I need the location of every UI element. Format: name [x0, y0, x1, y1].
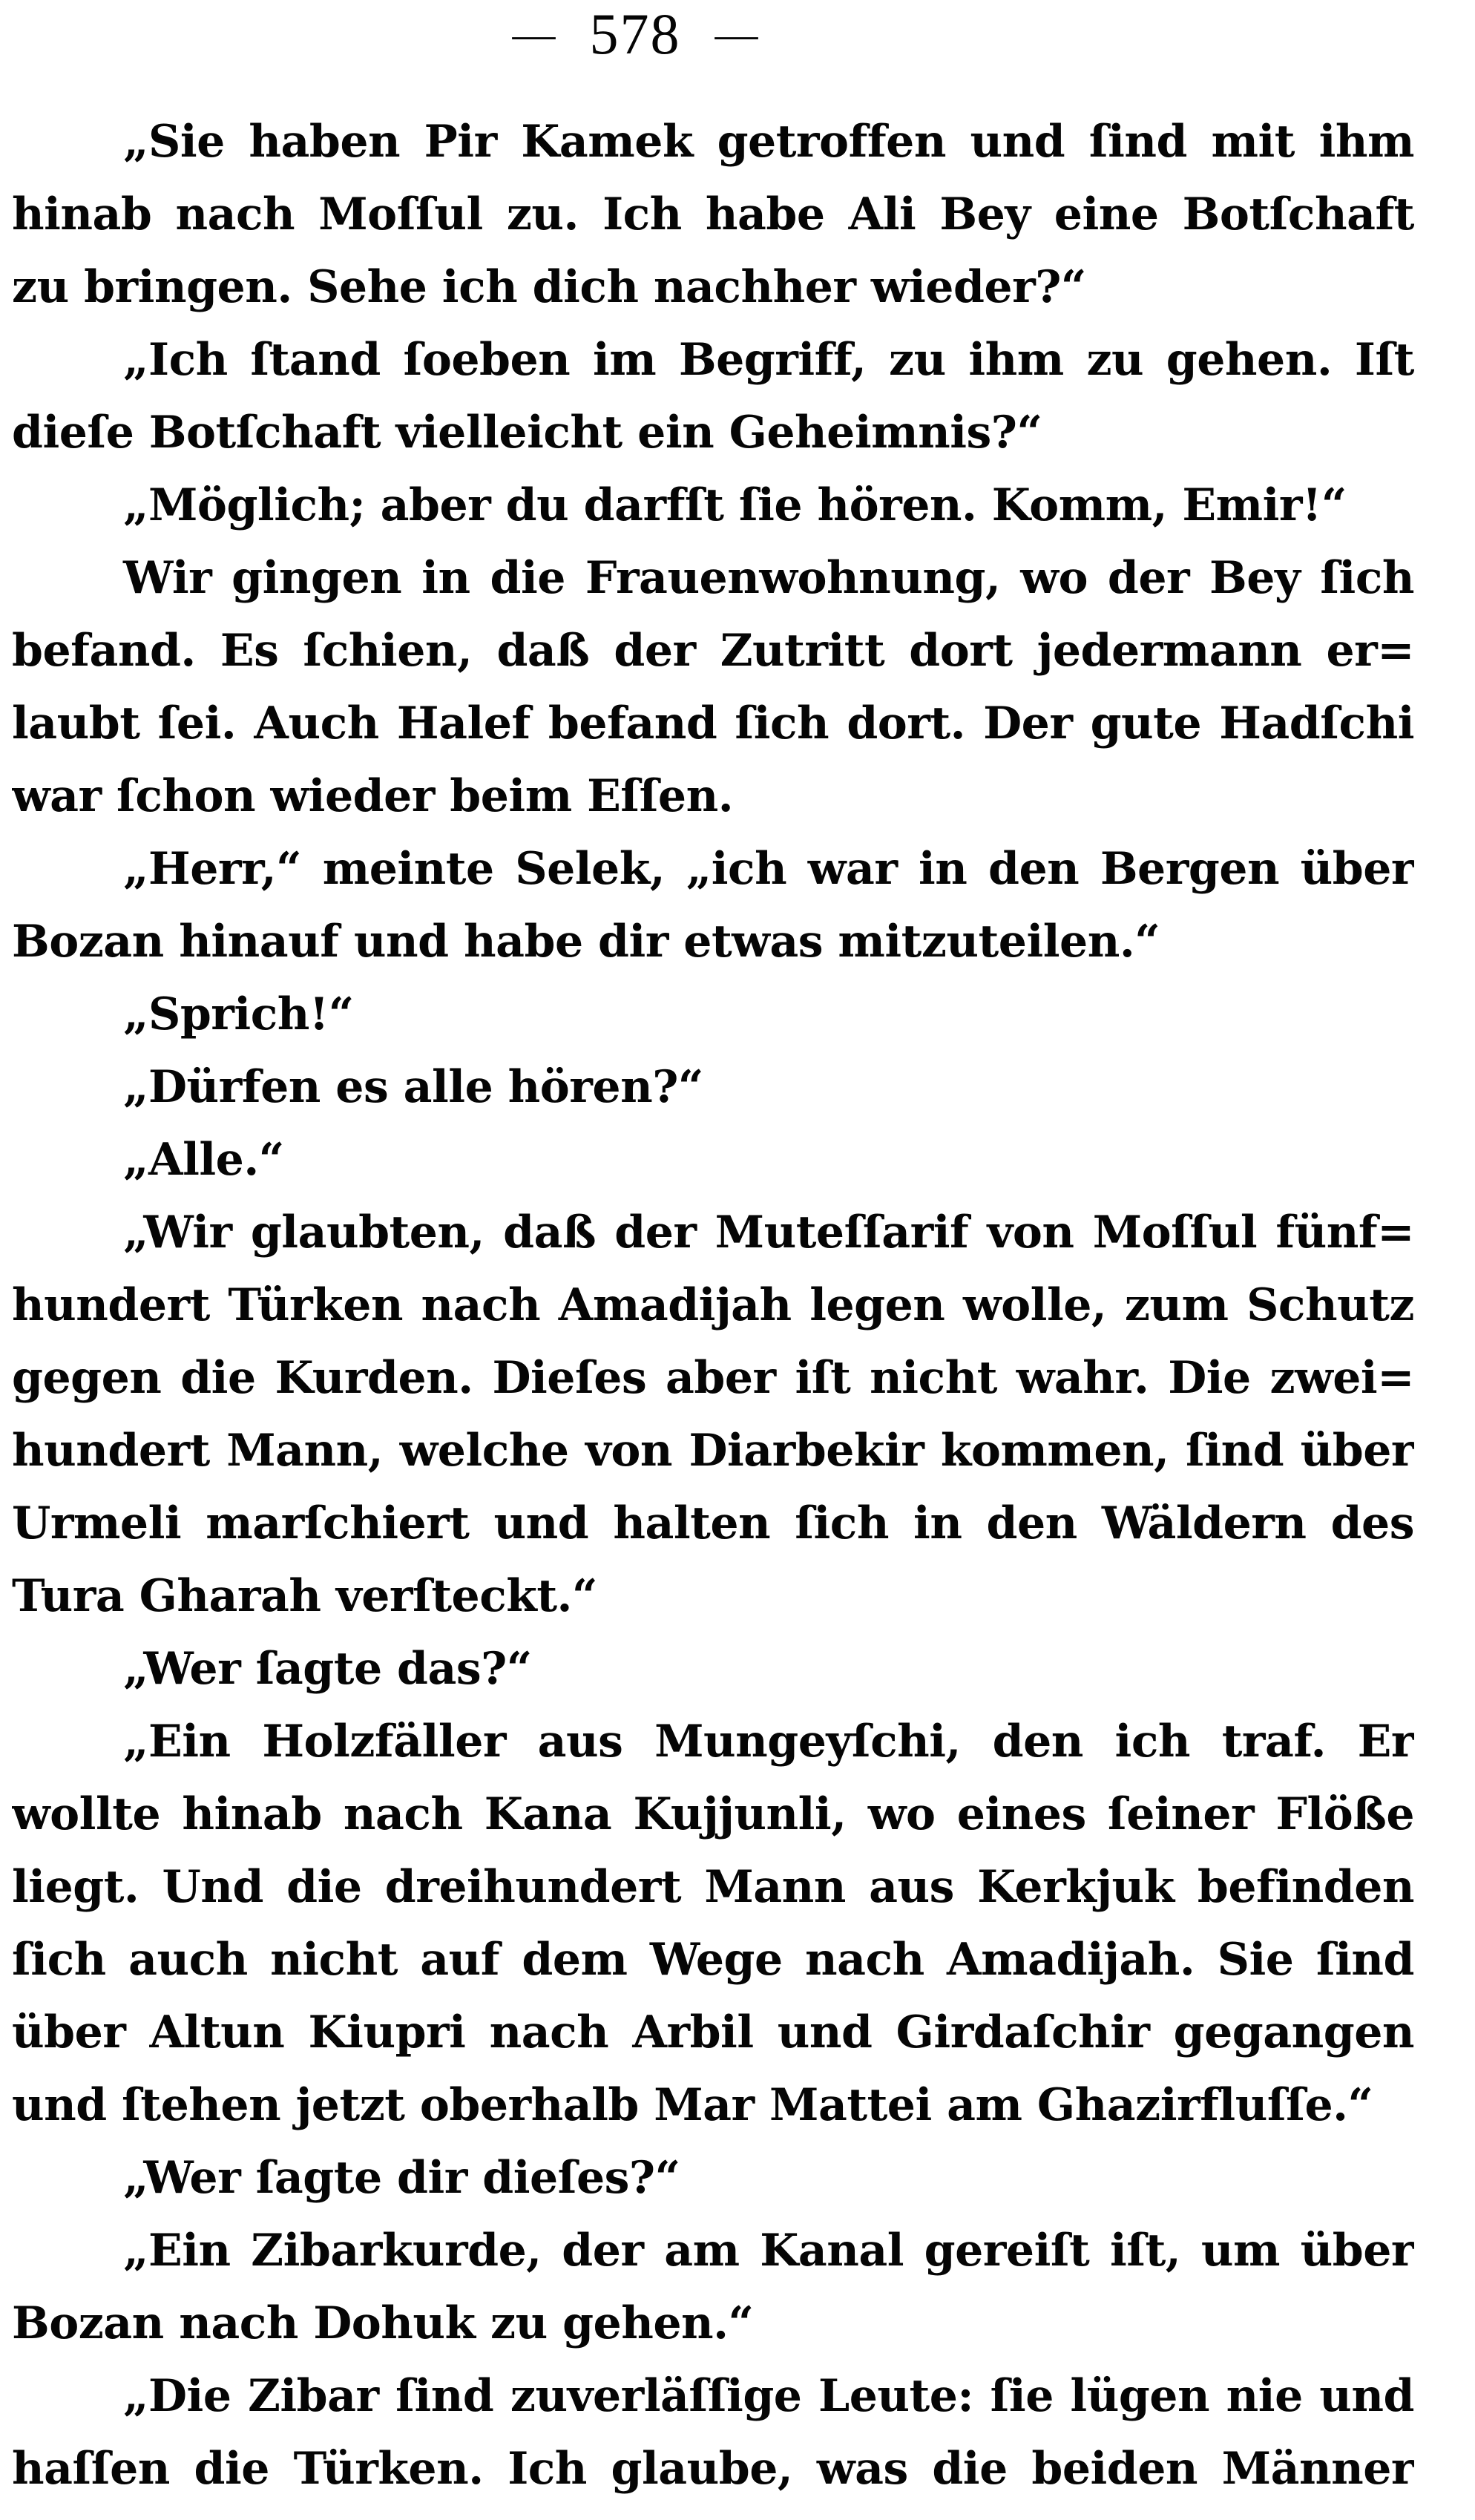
paragraph — [12, 2360, 1414, 2505]
paragraph — [12, 1051, 1414, 1123]
paragraph — [12, 1123, 1414, 1196]
text-line: „Dürfen es alle hören?“ — [123, 1061, 703, 1113]
text-line: zu bringen. Sehe ich dich nachher wieder?“ — [12, 261, 1086, 313]
text-line: liegt. Und die dreihundert Mann aus Kerkjuk befinden — [12, 1861, 1414, 1913]
paragraph — [12, 833, 1414, 978]
paragraph — [12, 2142, 1414, 2214]
text-line: „Wir glaubten, daß der Muteſſarif von Moſſul fünf= — [123, 1207, 1414, 1259]
paragraph — [12, 469, 1414, 542]
text-line: Bozan hinauf und habe dir etwas mitzuteilen.“ — [12, 916, 1160, 968]
text-line: und ſtehen jetzt oberhalb Mar Mattei am Ghazirfluſſe.“ — [12, 2079, 1373, 2131]
text-line: war ſchon wieder beim Eſſen. — [12, 770, 734, 822]
text-line: haſſen die Türken. Ich glaube, was die beiden Männer — [12, 2443, 1414, 2495]
text-line: „Wer ſagte dir dieſes?“ — [123, 2152, 680, 2204]
text-line: „Möglich; aber du darfſt ſie hören. Komm, Emir!“ — [123, 479, 1347, 531]
paragraph — [12, 542, 1414, 833]
text-line: „Ein Holzfäller aus Mungeyſchi, den ich traf. Er — [123, 1716, 1414, 1768]
paragraph — [12, 1196, 1414, 1633]
text-line: hundert Türken nach Amadijah legen wolle, zum Schutz — [12, 1279, 1414, 1331]
text-line: Wir gingen in die Frauenwohnung, wo der Bey ſich — [123, 552, 1414, 604]
text-line: „Alle.“ — [123, 1134, 284, 1186]
paragraph — [12, 324, 1414, 469]
text-line: Tura Gharah verſteckt.“ — [12, 1570, 597, 1622]
page-number: 578 — [589, 1, 681, 66]
paragraph — [12, 105, 1414, 324]
paragraph — [12, 978, 1414, 1051]
text-line: ſich auch nicht auf dem Wege nach Amadijah. Sie ſind — [12, 1934, 1414, 1986]
text-line: „Die Zibar ſind zuverläſſige Leute: ſie lügen nie und — [123, 2370, 1414, 2422]
text-line: dieſe Botſchaft vielleicht ein Geheimnis?“ — [12, 407, 1042, 459]
text-line: „Herr,“ meinte Selek, „ich war in den Bergen über — [123, 843, 1414, 895]
text-line: „Wer ſagte das?“ — [123, 1643, 532, 1695]
text-line: „Sie haben Pir Kamek getroffen und ſind mit ihm — [123, 116, 1414, 168]
text-line: wollte hinab nach Kana Kujjunli, wo eines ſeiner Flöße — [12, 1788, 1414, 1840]
text-line: Bozan nach Dohuk zu gehen.“ — [12, 2297, 754, 2349]
paragraph — [12, 1633, 1414, 1705]
text-line: „Sprich!“ — [123, 988, 354, 1040]
text-line: hundert Mann, welche von Diarbekir kommen, ſind über — [12, 1425, 1414, 1477]
header-dash-right: — — [714, 10, 758, 58]
text-line: über Altun Kiupri nach Arbil und Girdaſchir gegangen — [12, 2007, 1414, 2058]
text-line: „Ich ſtand ſoeben im Begriff, zu ihm zu gehen. Iſt — [123, 334, 1414, 386]
paragraph — [12, 2214, 1414, 2360]
text-line: gegen die Kurden. Dieſes aber iſt nicht wahr. Die zwei= — [12, 1352, 1414, 1404]
text-line: laubt ſei. Auch Halef befand ſich dort. Der gute Hadſchi — [12, 698, 1414, 749]
paragraph — [12, 1705, 1414, 2142]
text-line: hinab nach Moſſul zu. Ich habe Ali Bey eine Botſchaft — [12, 188, 1414, 240]
page-body — [12, 105, 1414, 2505]
text-line: Urmeli marſchiert und halten ſich in den Wäldern des — [12, 1497, 1414, 1549]
page-header — [513, 0, 758, 68]
header-dash-left: — — [512, 10, 556, 58]
text-line: „Ein Zibarkurde, der am Kanal gereiſt iſt, um über — [123, 2225, 1414, 2277]
text-line: befand. Es ſchien, daß der Zutritt dort jedermann er= — [12, 625, 1414, 677]
